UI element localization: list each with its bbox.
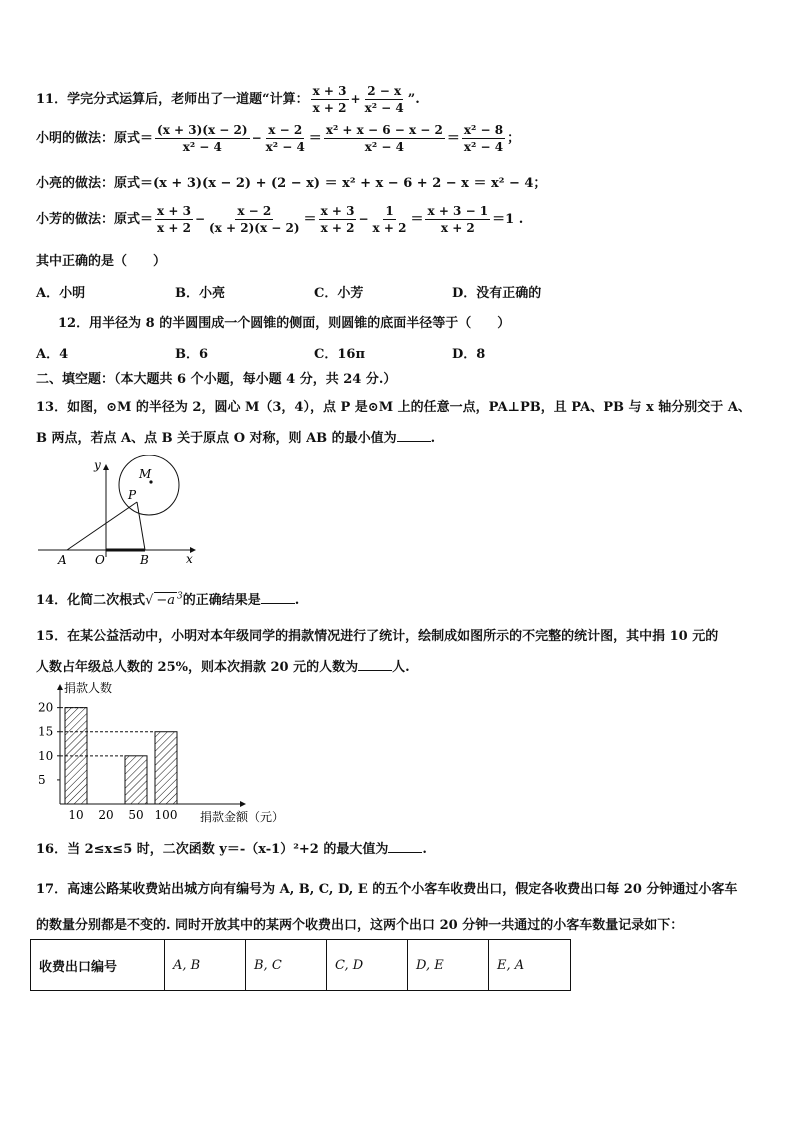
table-cell: E, A	[489, 940, 571, 991]
chart-x-tick-label: 100	[154, 808, 178, 822]
table-cell: B, C	[246, 940, 327, 991]
chart-y-tick-label: 5	[38, 772, 46, 787]
chart-y-tick-label: 15	[38, 724, 54, 739]
q15-line1: 15．在某公益活动中，小明对本年级同学的捐款情况进行了统计，绘制成如图所示的不完整的统计图，其中捐 10 元的	[36, 629, 719, 644]
q12-option-a[interactable]: A．4	[36, 347, 69, 362]
q11-intro: 11．学完分式运算后，老师出了一道题“计算：	[36, 92, 309, 107]
table-row	[31, 940, 571, 991]
chart-y-tick-label: 20	[38, 700, 54, 715]
q11-liang-line: 小亮的做法：原式＝(x + 3)(x − 2) + (2 − x) ＝ x² + x − 6 + 2 − x ＝ x² − 4；	[36, 176, 547, 191]
q12-option-b[interactable]: B．6	[175, 347, 209, 362]
q11-ming-line: 小明的做法：原式＝ $\frac{(x + 3)(x - 2)}{\text{x² − 4}}$ − $\frac{x - 2}{\text{x² − 4}}$ ＝ $\frac{\text{x² + x − 6 − x − 2}}{\text{x² − 4}}$ ＝ $\frac{\text{x² − 8}}{\text{x² − 4}}$ ；	[36, 123, 521, 154]
q15-line2: 人数占年级总人数的 25%，则本次捐款 20 元的人数为 人.	[36, 660, 410, 675]
table-cell: D, E	[408, 940, 489, 991]
q15-bar-chart	[30, 678, 300, 828]
chart-y-tick-label: 10	[38, 748, 54, 763]
q16-answer-blank[interactable]	[388, 852, 422, 853]
q11-fang-line: 小芳的做法：原式＝ $\frac{x + 3}{x + 2}$ − $\frac{x - 2}{(x + 2)(x - 2)}$ ＝ $\frac{x + 3}{x + 2}$ − $\frac{1}{x + 2}$ ＝ $\frac{x + 3 - 1}{x + 2}$ ＝1 .	[36, 204, 524, 235]
chart-bar-10	[65, 708, 87, 804]
q11-fraction-1: $\frac{x + 3}{x + 2}$	[312, 84, 347, 115]
chart-x-tick-label: 10	[68, 808, 84, 822]
label-a: A	[58, 553, 67, 567]
table-cell: A, B	[165, 940, 246, 991]
q15-answer-blank[interactable]	[358, 670, 392, 671]
q12-option-c[interactable]: C．16π	[314, 347, 365, 362]
chart-bar-50	[125, 756, 147, 804]
q16-line: 16．当 2≤x≤5 时，二次函数 y＝-（x-1）²+2 的最大值为 .	[36, 842, 427, 857]
chart-x-label: 捐款金额（元）	[200, 810, 285, 824]
q17-line2: 的数量分别都是不变的. 同时开放其中的某两个收费出口，这两个出口 20 分钟一共通过的小客车数量记录如下：	[36, 918, 684, 933]
q11-option-b[interactable]: B．小亮	[175, 286, 225, 301]
chart-x-tick-label: 50	[128, 808, 144, 822]
q11-option-c[interactable]: C．小芳	[314, 286, 364, 301]
q14-radical: √ −a $^3$	[145, 591, 183, 608]
chart-bar-100	[155, 732, 177, 804]
chart-y-label: 捐款人数	[64, 681, 113, 695]
label-o: O	[95, 553, 105, 567]
q13-figure	[30, 455, 210, 570]
q11-question: 其中正确的是（ ）	[36, 254, 167, 269]
circle-m	[119, 455, 179, 515]
y-axis-arrow-icon	[103, 464, 109, 470]
table-cell: C, D	[327, 940, 408, 991]
q11-option-a[interactable]: A．小明	[36, 286, 86, 301]
q13-line2: B 两点，若点 A、点 B 关于原点 O 对称，则 AB 的最小值为 .	[36, 431, 436, 446]
q13-line1: 13．如图，⊙M 的半径为 2，圆心 M（3，4），点 P 是⊙M 上的任意一点，PA⊥PB，且 PA、PB 与 x 轴分别交于 A、	[36, 400, 751, 415]
chart-y-axis-arrow-icon	[57, 684, 63, 690]
q11-fraction-2: $\frac{2 - x}{\text{x² − 4}}$	[364, 84, 404, 115]
q12-option-d[interactable]: D．8	[452, 347, 486, 362]
label-p: P	[128, 488, 137, 502]
q11-intro-line: 11．学完分式运算后，老师出了一道题“计算： $\frac{x + 3}{x + 2}$ + $\frac{2 - x}{\text{x² − 4}}$ ”.	[36, 84, 420, 115]
segment-pa	[67, 502, 137, 550]
q13-answer-blank[interactable]	[397, 441, 431, 442]
chart-x-tick-label: 20	[98, 808, 114, 822]
label-x: x	[186, 552, 193, 566]
label-m: M	[139, 467, 152, 481]
chart-layer	[38, 680, 284, 824]
q12-text: 12．用半径为 8 的半圆围成一个圆锥的侧面，则圆锥的底面半径等于（ ）	[58, 316, 511, 331]
label-b: B	[140, 553, 149, 567]
table-header-cell: 收费出口编号	[31, 940, 165, 991]
segment-pb	[137, 502, 145, 550]
q17-table	[30, 939, 571, 991]
q14-answer-blank[interactable]	[261, 603, 295, 604]
q17-line1: 17．高速公路某收费站出城方向有编号为 A, B, C, D, E 的五个小客车收费出口，假定各收费出口每 20 分钟通过小客车	[36, 882, 738, 897]
q11-option-d[interactable]: D．没有正确的	[452, 286, 542, 301]
q14-line: 14．化简二次根式√ −a $^3$的正确结果是 .	[36, 591, 300, 608]
section-2-heading: 二、填空题：（本大题共 6 个小题，每小题 4 分，共 24 分.）	[36, 372, 397, 387]
chart-x-axis-arrow-icon	[240, 801, 246, 807]
label-y: y	[94, 458, 101, 472]
